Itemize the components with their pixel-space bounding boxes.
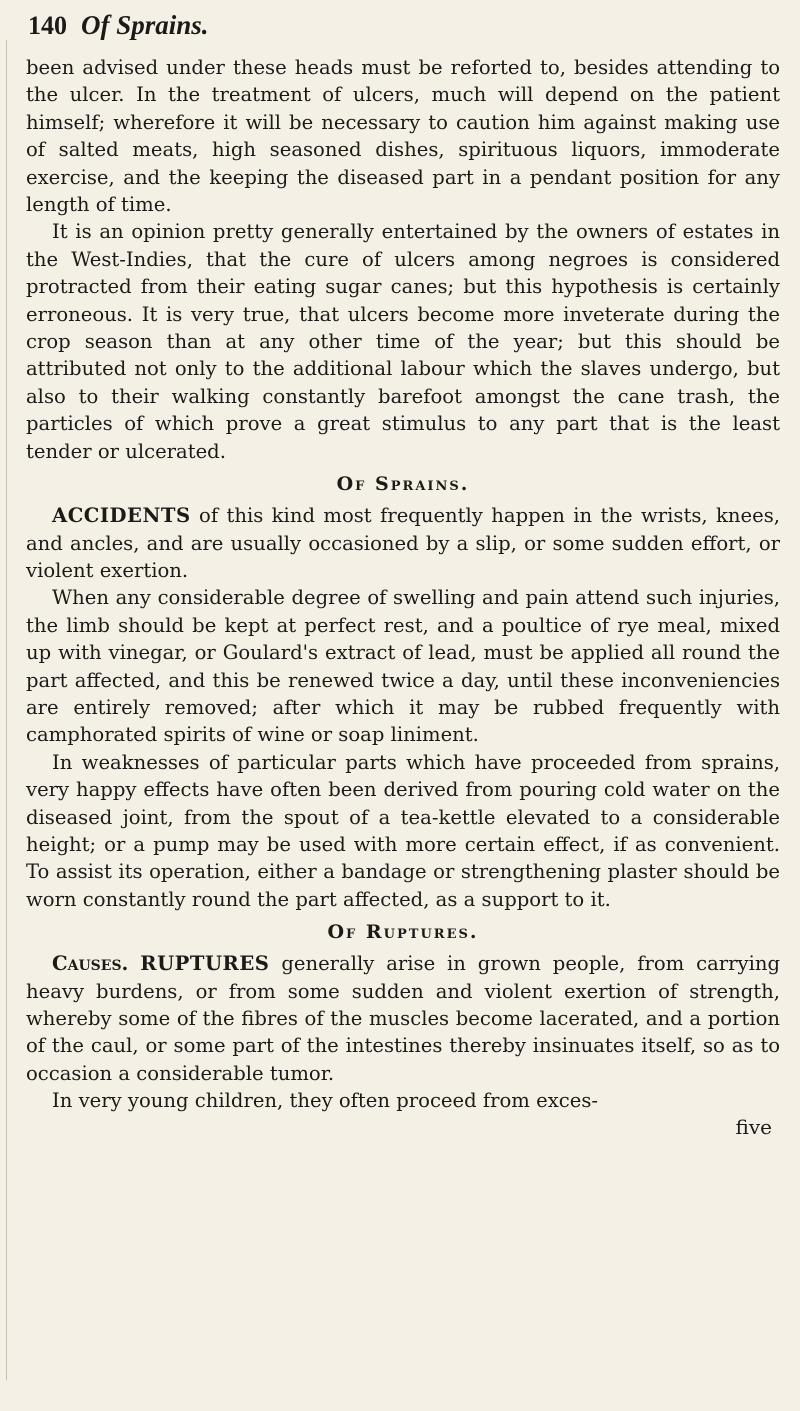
paragraph-sprains-intro-text: of this kind most frequently happen in the wrists, knees, and ancles, and are usually occasioned by a slip, or some sudden effort, or violent exertion. <box>26 504 781 582</box>
paragraph-ruptures-causes <box>26 950 780 1087</box>
label-causes: Causes. <box>52 952 129 976</box>
paragraph-ulcer-treatment: been advised under these heads must be reforted to, besides attending to the ulcer. In the treatment of ulcers, much will depend on the patient himself; wherefore it will be necessary to caution him against making use of salted meats, high seasoned dishes, spirituous liquors, immoderate exercise, and the keeping the diseased part in a pendant position for any length of time. <box>26 56 780 217</box>
paragraph-sprains-intro <box>26 502 780 584</box>
paragraph-sprains-weakness: In weaknesses of particular parts which have proceeded from sprains, very happy effects have often been derived from pouring cold water on the diseased joint, from the spout of a tea-kettle elevated to a considerable height; or a pump may be used with more certain effect, if as convenient. To assist its operation, either a bandage or strengthening plaster should be worn constantly round the part affected, as a support to it. <box>26 750 780 911</box>
page-header <box>28 10 780 46</box>
paragraph-sprains-treatment: When any considerable degree of swelling and pain attend such injuries, the limb should be kept at perfect rest, and a poultice of rye meal, mixed up with vinegar, or Goulard's extract of lead, must be applied all round the part affected, and this be renewed twice a day, until these inconveniencies are entirely removed; after which it may be rubbed frequently with camphorated spirits of wine or soap liniment. <box>26 586 780 747</box>
lead-word-accidents: ACCIDENTS <box>52 504 191 528</box>
catchword: five <box>735 1114 772 1139</box>
running-head: Of Sprains. <box>81 10 209 40</box>
paragraph-ruptures-causes-text: generally arise in grown people, from carrying heavy burdens, or from some sudden and violent exertion of strength, whereby some of the fibres of the muscles become lacerated, and a portion of the caul, or some part of the intestines thereby insinuates itself, so as to occasion a considerable tumor. <box>26 952 780 1085</box>
section-heading-ruptures: Of Ruptures. <box>327 921 479 944</box>
body-text <box>26 54 780 1139</box>
paragraph-west-indies-opinion: It is an opinion pretty generally entertained by the owners of estates in the West-Indies, that the cure of ulcers among negroes is considered protracted from their eating sugar canes; but this hypothesis is certainly erroneous. It is very true, that ulcers become more inveterate during the crop season than at any other time of the year; but this should be attributed not only to the additional labour which the slaves undergo, but also to their walking constantly barefoot amongst the cane trash, the particles of which prove a great stimulus to any part that is the least tender or ulcerated. <box>26 220 780 463</box>
paragraph-ruptures-children: In very young children, they often proceed from exces- <box>52 1089 599 1113</box>
page-number: 140 <box>28 11 67 40</box>
lead-word-ruptures: RUPTURES <box>140 952 270 976</box>
section-heading-sprains: Of Sprains. <box>336 473 470 496</box>
gutter-shadow <box>6 40 7 1380</box>
